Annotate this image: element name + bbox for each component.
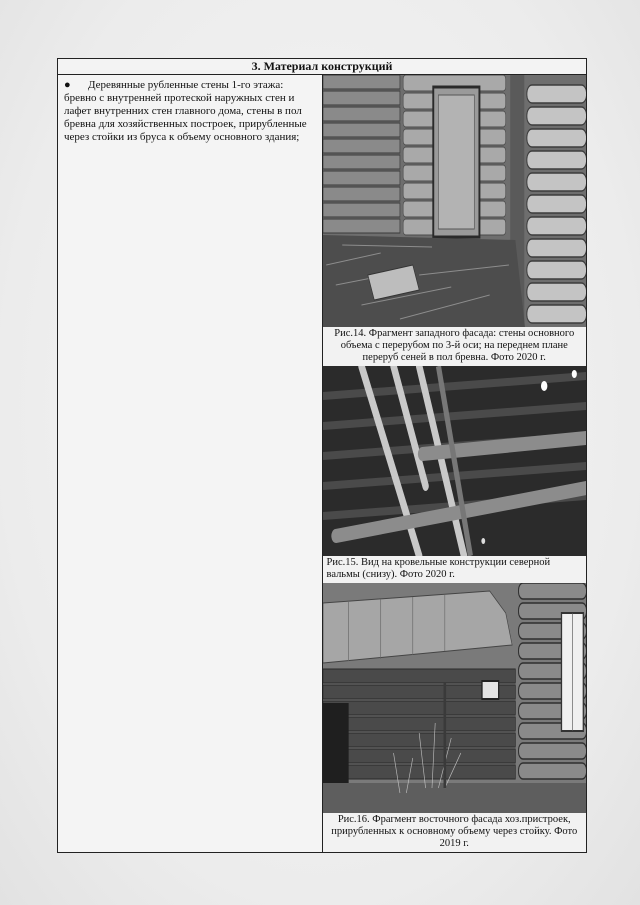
photo-east-facade xyxy=(323,583,587,813)
photo-west-facade xyxy=(323,75,587,327)
description-text: Деревянные рубленные стены 1-го этажа: бревно с внутренней протеской наружных стен и лафет внутренних стен главного дома, стены в пол бревна для хозяйственных построек, прирубленные через стойки из бруса к объему основного здания; xyxy=(64,79,307,143)
section-title: 3. Материал конструкций xyxy=(58,59,587,75)
description-cell xyxy=(58,75,323,853)
materials-table xyxy=(57,58,587,853)
photo-roof-structure xyxy=(323,366,587,556)
bullet-icon: ● xyxy=(64,79,71,91)
caption-fig14: Рис.14. Фрагмент западного фасада: стены основного объема с перерубом по 3-й оси; на переднем плане переруб сеней в пол бревна. Фото 2020 г. xyxy=(323,327,587,366)
figures-cell xyxy=(322,75,587,853)
caption-fig15: Рис.15. Вид на кровельные конструкции северной вальмы (снизу). Фото 2020 г. xyxy=(323,556,587,583)
caption-fig16: Рис.16. Фрагмент восточного фасада хоз.пристроек, прирубленных к основному объему через стойку. Фото 2019 г. xyxy=(323,813,587,852)
